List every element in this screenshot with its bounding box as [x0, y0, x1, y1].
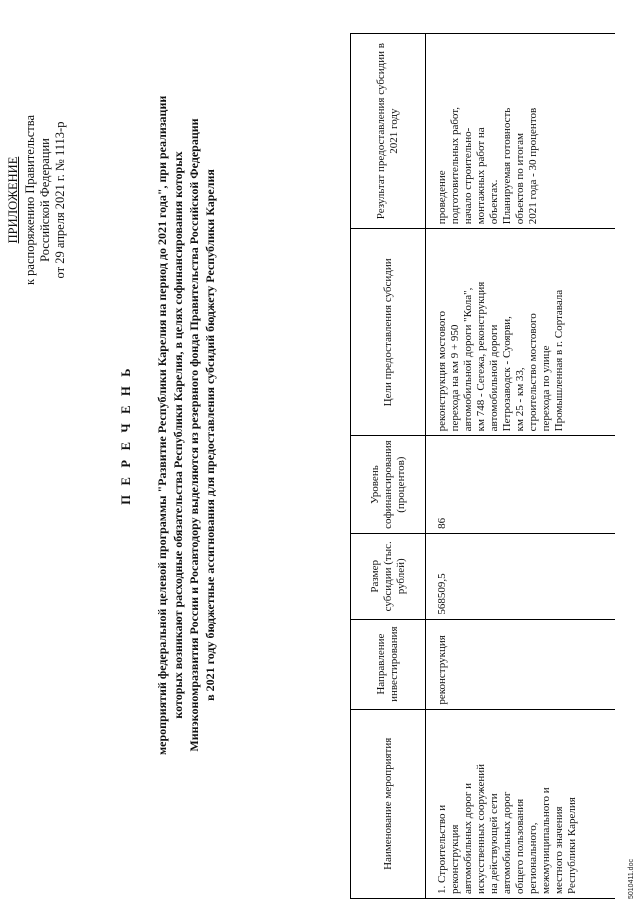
header-name: Наименование мероприятия	[351, 709, 426, 898]
cell-subsidy: 568509,5	[426, 533, 616, 619]
header-direction: Направление инвестирования	[351, 619, 426, 709]
cell-result: проведение подготовительных работ, начало строительно- монтажных работ на объектах. Планируемая готовность объектов по итогам 2021 года - 30 процентов	[426, 34, 616, 229]
table-header-row	[351, 34, 426, 899]
measures-table	[350, 33, 615, 899]
document-heading	[118, 95, 218, 755]
appendix-date-number: от 29 апреля 2021 г. № 1113-р	[53, 121, 67, 279]
heading-line: в 2021 году бюджетные ассигнования для предоставления субсидий бюджету Республики Карелия	[203, 169, 217, 701]
header-cofinancing: Уровень софинансирования (процентов)	[351, 436, 426, 534]
cell-cofinancing: 86	[426, 436, 616, 534]
appendix-line: Российской Федерации	[38, 138, 52, 262]
appendix-line: к распоряжению Правительства	[23, 115, 37, 286]
heading-line: которых возникают расходные обязательства Республики Карелия, в целях софинансирования которых	[171, 151, 185, 719]
header-subsidy: Размер субсидии (тыс. рублей)	[351, 533, 426, 619]
cell-name: 1. Строительство и реконструкция автомобильных дорог и искусственных сооружений на действующей сети автомобильных дорог общего пользования регионального, межмуниципального и местного значения Республики Карелия	[426, 709, 616, 898]
file-code: 5010411.doc	[628, 859, 635, 899]
table-row	[426, 34, 616, 899]
header-result: Результат предоставления субсидии в 2021 году	[351, 34, 426, 229]
cell-goals: реконструкция мостового перехода на км 9 + 950 автомобильной дороги "Кола", км 748 - Сегежа, реконструкция автомобильной дороги Петрозаводск - Суоярви, км 25 - км 33, строительство мостового перехода по улице Промышленная в г. Сортавала	[426, 229, 616, 436]
heading-line: мероприятий федеральной целевой программы "Развитие Республики Карелия на период до 2021 года", при реализации	[155, 95, 169, 755]
cell-direction: реконструкция	[426, 619, 616, 709]
heading-line: Минэкономразвития России и Росавтодору выделяются из резервного фонда Правительства Российской Федерации	[187, 118, 201, 752]
appendix-title: ПРИЛОЖЕНИЕ	[6, 156, 20, 244]
document-title: П Е Р Е Ч Е Н Ь	[119, 365, 133, 505]
appendix-block	[6, 85, 68, 315]
header-goals: Цели предоставления субсидии	[351, 229, 426, 436]
